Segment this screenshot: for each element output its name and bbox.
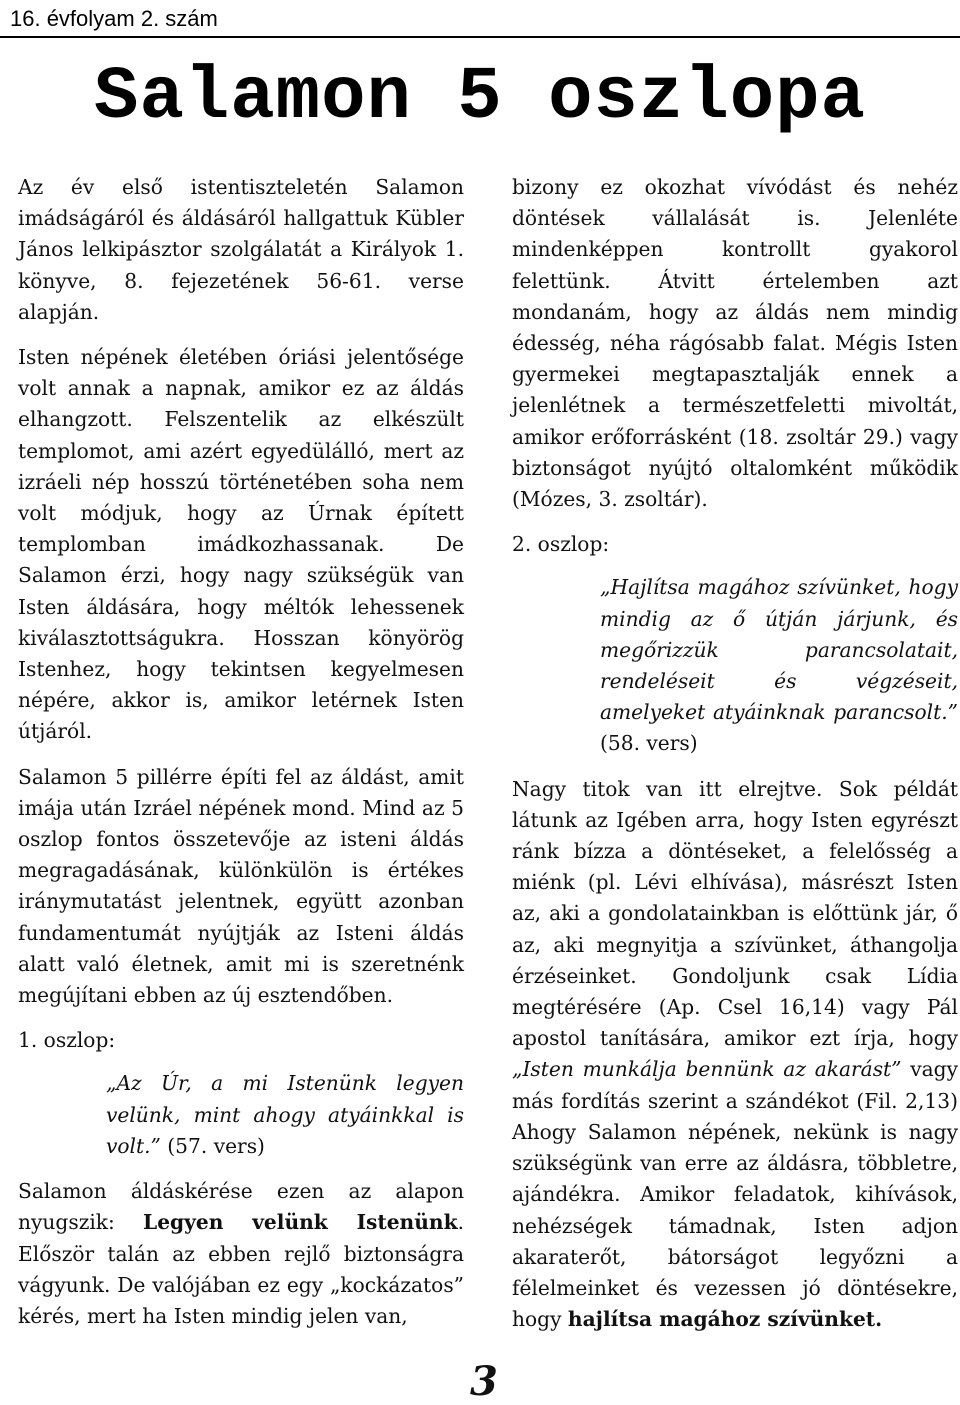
quote-reference: (58. vers) [600,731,698,756]
italic-text: „Isten munkálja bennünk az akarást” [512,1057,902,1082]
pillar-label: 1. oszlop: [18,1028,116,1053]
bold-text: hajlítsa magához szívünket. [567,1307,883,1332]
quote-text: „Hajlítsa magához szívünket, hogy mindig az ő útján járjunk, és megőrizzük parancsolatait, rendeléseit és végzéseit, amelyeket atyáinknak parancsolt.” [600,575,958,725]
issue-label: 16. évfolyam 2. szám [10,6,218,31]
text-run: Nagy titok van itt elrejtve. Sok példát látunk az Igében arra, hogy Isten egyrészt ránk bízza a döntéseket, a felelősség a miénk (pl. Lévi elhívása), másrészt Isten az, aki a gondolatainkban is előttünk jár, ő az, aki megnyitja a szívünket, áthangolja érzéseinket. Gondoljunk csak Lídia megtérésére (Ap. Csel 16,14) vagy Pál apostol tanítására, amikor ezt írja, hogy [512,776,958,1051]
text-run: . Először talán az ebben rejlő biztonságra vágyunk. De valójában ez egy „kockázatos” kérés, mert ha Isten mindig jelen van, [18,1210,464,1328]
bold-text: Legyen velünk Istenünk [143,1210,458,1235]
left-column [18,172,464,1346]
article-title: Salamon 5 oszlopa [94,56,866,140]
text-run: vagy más fordítás szerint a szándékot (Fil. 2,13) Ahogy Salamon népének, nekünk is nagy szükségünk van erre az áldásra, többletre, ajándékra. Amikor feladatok, kihívások, nehézségek támadnak, Isten adjon akaraterőt, bátorságot legyőzni a félelmeinket és vezessen jó döntésekre, hogy [512,1057,958,1332]
paragraph: Isten népének életében óriási jelentősége volt annak a napnak, amikor ez az áldás elhangzott. Felszentelik az elkészült templomot, ami azért egyedülálló, mert az izráeli nép hosszú történetében soha nem volt módjuk, hogy az Úrnak épített templomban imádkozhassanak. De Salamon érzi, hogy nagy szükségük van Isten áldására, hogy méltók lehessenek kiválasztottságukra. Hosszan könyörög Istenhez, hogy tekintsen kegyelmesen népére, akkor is, amikor letérnek Isten útjáról. [18,345,464,744]
text-run: Salamon áldáskérése ezen az alapon nyugszik: [18,1179,464,1235]
right-column [512,172,958,1349]
paragraph: Salamon 5 pillérre építi fel az áldást, amit imája után Izráel népének mond. Mind az 5 oszlop fontos összetevője az isteni áldás megragadásának, különkülön is értékes iránymutatást jelentnek, együtt azonban fundamentumát nyújtják az Isteni áldás alatt való életnek, amit mi is szeretnénk megújítani ebben az új esztendőben. [18,764,464,1008]
quote-reference: (57. vers) [160,1133,265,1158]
quote-text: „Az Úr, a mi Istenünk legyen velünk, mint ahogy atyáinkkal is volt.” [106,1071,464,1158]
scripture-quote [600,572,958,759]
paragraph: bizony ez okozhat vívódást és nehéz döntések vállalását is. Jelenléte mindenképpen kontrollt gyakorol felettünk. Átvitt értelemben azt mondanám, hogy az áldás nem mindig édesség, néha rágósabb falat. Mégis Isten gyermekei megtapasztalják ennek a jelenlétnek a természetfeletti mivoltát, amikor erőforrásként (18. zsoltár 29.) vagy biztonságot nyújtó oltalomként működik (Mózes, 3. zsoltár). [512,175,958,512]
scripture-quote [106,1068,464,1162]
page-number: 3 [470,1358,498,1405]
pillar-label: 2. oszlop: [512,532,610,557]
paragraph [512,774,958,1336]
paragraph: Az év első istentiszteletén Salamon imádságáról és áldásáról hallgattuk Kübler János lelkipásztor szolgálatát a Királyok 1. könyve, 8. fejezetének 56-61. verse alapján. [18,175,464,324]
paragraph [18,1176,464,1332]
